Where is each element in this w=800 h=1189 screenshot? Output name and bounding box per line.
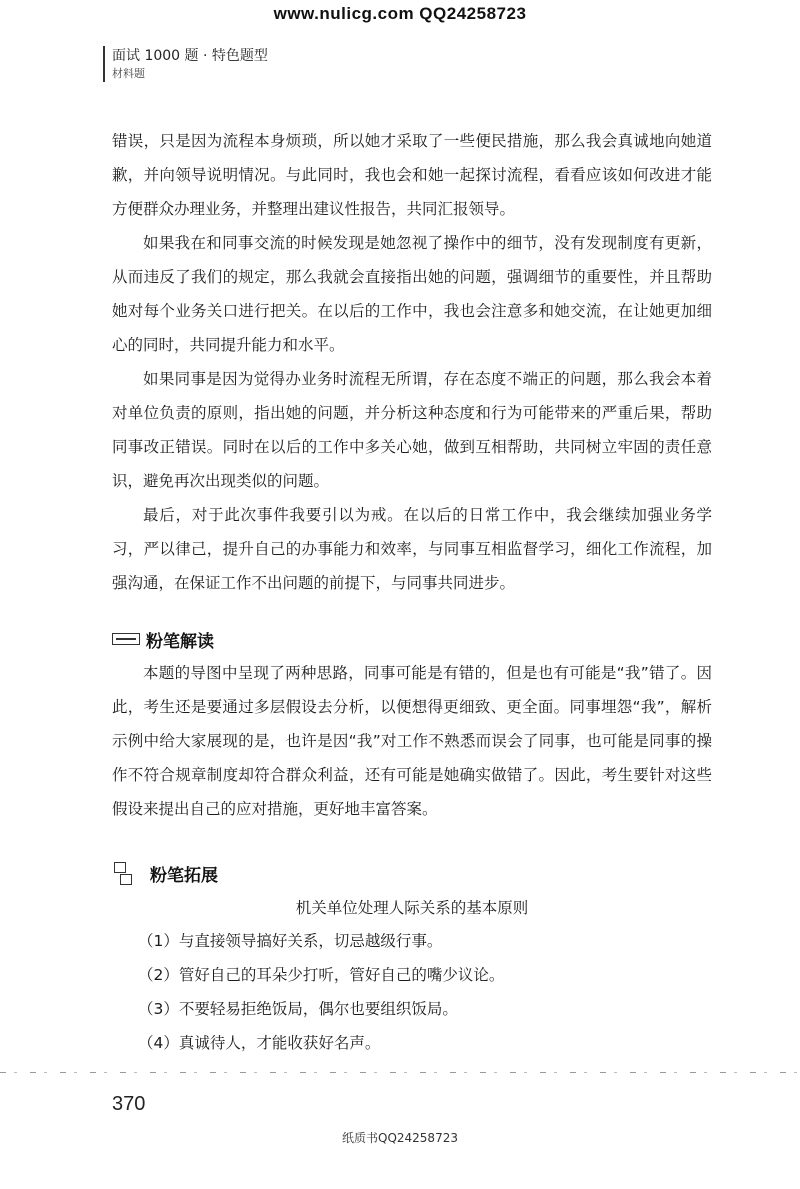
page-number: 370	[112, 1093, 146, 1115]
list-item: （3）不要轻易拒绝饭局，偶尔也要组织饭局。	[138, 1000, 458, 1018]
section-extension-header	[112, 856, 712, 890]
list-item: （1）与直接领导搞好关系，切忌越级行事。	[138, 932, 443, 950]
extension-icon	[112, 860, 134, 886]
running-header-subtitle: 材料题	[112, 67, 145, 80]
section-reading-text: 本题的导图中呈现了两种思路，同事可能是有错的，但是也有可能是“我”错了。因此，考生还是要通过多层假设去分析，以便想得更细致、更全面。同事埋怨“我”，解析示例中给大家展现的是，也许是因“我”对工作不熟悉而误会了同事，也可能是同事的操作不符合规章制度却符合群众利益，还有可能是她确实做错了。因此，考生要针对这些假设来提出自己的应对措施，更好地丰富答案。	[112, 664, 712, 818]
paragraph: 最后，对于此次事件我要引以为戒。在以后的日常工作中，我会继续加强业务学习，严以律己，提升自己的办事能力和效率，与同事互相监督学习，细化工作流程，加强沟通，在保证工作不出问题的前提下，与同事共同进步。	[112, 506, 712, 592]
scan-noise-divider	[0, 1072, 800, 1073]
book-icon	[112, 633, 140, 645]
extension-heading: 机关单位处理人际关系的基本原则	[295, 899, 529, 917]
paragraph-continued: 错误，只是因为流程本身烦琐，所以她才采取了一些便民措施，那么我会真诚地向她道歉，并向领导说明情况。与此同时，我也会和她一起探讨流程，看看应该如何改进才能方便群众办理业务，并整理出建议性报告，共同汇报领导。	[112, 132, 712, 218]
list-item: （4）真诚待人，才能收获好名声。	[138, 1034, 381, 1052]
watermark-bottom: 纸质书QQ24258723	[342, 1131, 458, 1145]
header-rule	[103, 46, 105, 82]
section-reading-header	[112, 622, 712, 656]
section-extension-title: 粉笔拓展	[150, 865, 218, 886]
paragraph: 如果同事是因为觉得办业务时流程无所谓，存在态度不端正的问题，那么我会本着对单位负责的原则，指出她的问题，并分析这种态度和行为可能带来的严重后果，帮助同事改正错误。同时在以后的工作中多关心她，做到互相帮助，共同树立牢固的责任意识，避免再次出现类似的问题。	[112, 370, 712, 490]
watermark-top: www.nulicg.com QQ24258723	[273, 4, 527, 23]
running-header-title: 面试 1000 题 · 特色题型	[112, 48, 268, 64]
section-reading-title: 粉笔解读	[146, 631, 214, 652]
main-content	[112, 124, 712, 1060]
list-item: （2）管好自己的耳朵少打听，管好自己的嘴少议论。	[138, 966, 505, 984]
paragraph: 如果我在和同事交流的时候发现是她忽视了操作中的细节，没有发现制度有更新，从而违反了我们的规定，那么我就会直接指出她的问题，强调细节的重要性，并且帮助她对每个业务关口进行把关。在以后的工作中，我也会注意多和她交流，在让她更加细心的同时，共同提升能力和水平。	[112, 234, 712, 354]
